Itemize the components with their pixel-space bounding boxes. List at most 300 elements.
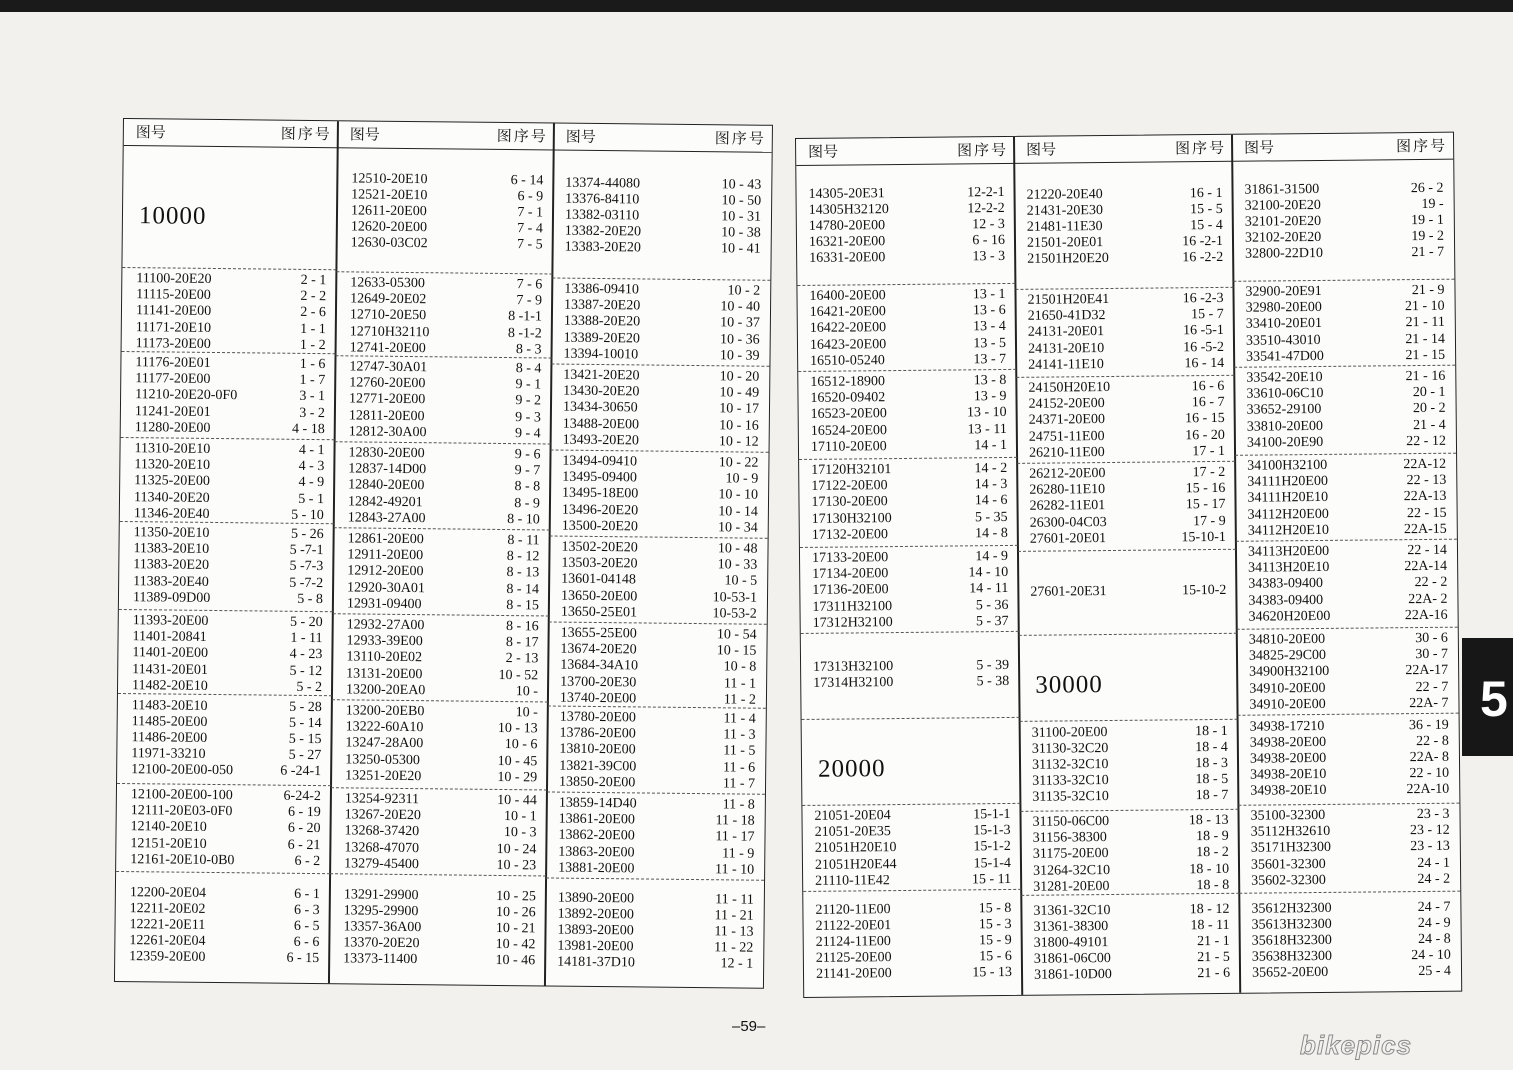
sequence-number: 5 - 28 (289, 699, 322, 715)
sequence-number: 8 - 17 (505, 635, 539, 651)
sequence-number: 18 - 7 (1195, 788, 1229, 804)
sequence-number: 14 - 9 (975, 548, 1009, 565)
sequence-number: 22 - 15 (1406, 505, 1447, 521)
part-number: 11971-33210 (131, 746, 206, 762)
part-number: 13394-10010 (563, 346, 639, 363)
header-sequence-number: 图序号 (1175, 138, 1227, 158)
part-number: 12830-20E00 (348, 445, 425, 462)
part-row (1240, 915, 1461, 933)
part-number: 11115-20E00 (136, 287, 211, 304)
sequence-number: 7 - 5 (516, 237, 543, 253)
part-row (800, 581, 1018, 599)
part-number: 12611-20E00 (350, 203, 427, 220)
part-number: 33542-20E10 (1246, 369, 1323, 386)
part-number: 12932-27A00 (346, 617, 425, 634)
part-number: 13494-09410 (562, 453, 638, 470)
part-row (1022, 934, 1240, 952)
part-group (800, 545, 1019, 634)
part-number: 35618H32300 (1251, 932, 1332, 949)
part-row (121, 387, 335, 405)
sequence-number: 30 - 7 (1415, 646, 1449, 663)
part-row (547, 812, 765, 830)
part-number: 12911-20E00 (347, 547, 424, 564)
part-number: 34111H20E10 (1247, 490, 1329, 507)
part-number: 31156-38300 (1032, 830, 1107, 846)
sequence-number: 8 -1-1 (508, 309, 543, 325)
sequence-number: 10 - 22 (718, 455, 759, 471)
part-row (1233, 229, 1454, 247)
part-number: 11389-09D00 (132, 589, 211, 606)
top-dark-edge (0, 0, 1513, 12)
sequence-number: 15-1-2 (973, 839, 1011, 855)
sequence-number: 13 - 6 (972, 303, 1006, 319)
part-row (337, 187, 553, 205)
section-number-heading: 10000 (138, 202, 207, 230)
part-number: 13200-20EA0 (345, 682, 426, 698)
part-row (1234, 331, 1455, 349)
page-number: –59– (732, 1018, 766, 1035)
sequence-number: 10 - 1 (503, 809, 537, 825)
part-group (549, 535, 768, 624)
part-row (1018, 530, 1236, 548)
part-number: 12633-05300 (350, 275, 426, 292)
sequence-number: 9 - 4 (514, 425, 541, 442)
part-number: 12261-20E04 (129, 933, 206, 950)
part-number: 34938-20E10 (1250, 783, 1327, 799)
part-number: 11383-20E40 (133, 573, 209, 590)
part-number: 17132-20E00 (811, 526, 889, 543)
sequence-number: 17 - 9 (1192, 513, 1226, 529)
part-number: 12920-30A01 (347, 579, 425, 596)
part-number: 13862-20E00 (558, 827, 635, 844)
part-number: 11171-20E10 (135, 319, 212, 336)
part-number: 13650-25E01 (560, 604, 638, 621)
sequence-number: 8 - 4 (515, 361, 542, 377)
sequence-number: 11 - 18 (715, 813, 755, 829)
part-number: 35112H32610 (1250, 824, 1331, 840)
sequence-number: 21 - 1 (1196, 933, 1230, 950)
part-number: 13434-30650 (562, 400, 638, 416)
part-row (1021, 813, 1239, 831)
sequence-number: 16 - 7 (1191, 395, 1225, 411)
sequence-number: 13 - 10 (966, 405, 1007, 421)
part-row (546, 844, 764, 862)
sequence-number: 6 - 20 (287, 821, 321, 837)
part-row (1016, 395, 1234, 413)
sequence-number: 5 - 26 (290, 526, 324, 543)
part-number: 21481-11E30 (1026, 218, 1103, 235)
part-row (1022, 966, 1240, 984)
sequence-number: 20 - 1 (1412, 384, 1446, 401)
part-group (801, 631, 1020, 720)
part-row (119, 541, 333, 559)
part-row (1233, 245, 1454, 263)
sequence-number: 16 - 14 (1184, 355, 1225, 372)
part-number: 34100H32100 (1247, 457, 1328, 474)
part-number: 11383-20E10 (133, 541, 210, 558)
part-row (331, 752, 547, 770)
part-number: 16423-20E00 (809, 336, 887, 353)
sequence-number: 6 - 9 (517, 188, 544, 205)
sequence-number: 21 - 6 (1197, 966, 1231, 982)
part-row (1233, 213, 1454, 231)
part-row (801, 674, 1019, 692)
part-row (118, 629, 332, 647)
part-row (1020, 723, 1238, 741)
sequence-number: 5 -7-2 (289, 575, 324, 591)
sequence-number: 11 - 2 (723, 692, 757, 708)
sequence-number: 23 - 13 (1410, 839, 1450, 855)
part-group (1238, 803, 1460, 894)
part-number: 35100-32300 (1250, 807, 1326, 824)
part-number: 12741-20E00 (349, 340, 426, 356)
part-group (117, 693, 332, 786)
part-row (119, 557, 333, 575)
part-number: 13786-20E00 (559, 725, 636, 742)
part-row (804, 965, 1022, 983)
sequence-number: 6 - 15 (286, 951, 320, 967)
part-number: 21124-11E00 (815, 934, 891, 950)
part-number: 12151-20E10 (130, 835, 207, 852)
part-number: 11176-20E01 (135, 355, 211, 371)
part-row (329, 919, 545, 937)
part-row (1236, 591, 1457, 609)
sequence-number: 11 - 11 (715, 891, 754, 908)
header-sequence-number: 图序号 (280, 124, 332, 144)
part-row (332, 633, 548, 651)
part-number: 21051-20E04 (814, 808, 891, 824)
sequence-number: 8 - 15 (506, 597, 539, 614)
part-row (1020, 739, 1238, 757)
header-sequence-number: 图序号 (1396, 136, 1448, 156)
sequence-number: 4 - 3 (298, 459, 325, 475)
sequence-number: 18 - 1 (1194, 723, 1228, 739)
part-group (122, 149, 337, 270)
sequence-number: 18 - 10 (1189, 861, 1230, 877)
part-row (1234, 315, 1455, 333)
sequence-number: 12 - 1 (720, 956, 754, 972)
part-number: 14780-20E00 (808, 218, 886, 234)
part-number: 34113H20E10 (1248, 560, 1330, 576)
part-number: 31100-20E00 (1031, 724, 1108, 741)
sequence-number: 21 - 16 (1405, 368, 1446, 385)
sequence-number: 8 - 11 (507, 533, 540, 549)
part-number: 17120H32101 (811, 462, 892, 478)
part-row (117, 787, 331, 805)
sequence-number: 11 - 13 (714, 924, 754, 940)
part-row (1237, 679, 1458, 697)
part-number: 16400-20E00 (809, 288, 886, 304)
part-number: 34910-20E00 (1249, 696, 1326, 713)
part-number: 13200-20EB0 (345, 703, 425, 720)
part-number: 12840-20E00 (348, 477, 425, 494)
part-row (1018, 583, 1236, 601)
part-row (1016, 356, 1234, 374)
sequence-number: 16 - 15 (1184, 411, 1225, 427)
part-row (552, 330, 770, 348)
part-row (1236, 521, 1457, 539)
sequence-number: 5 - 2 (296, 679, 323, 695)
part-row (331, 736, 547, 754)
part-number: 31861-31500 (1244, 181, 1320, 198)
sequence-number: 10 - 12 (718, 434, 759, 450)
sequence-number: 5 - 14 (288, 715, 322, 731)
part-row (1236, 575, 1457, 593)
part-row (119, 613, 333, 631)
sequence-number: 13 - 11 (967, 421, 1007, 437)
part-number: 12760-20E00 (349, 375, 426, 392)
part-group (1233, 279, 1455, 368)
sequence-number: 10 - 45 (497, 753, 538, 769)
part-number: 12620-20E00 (350, 219, 428, 236)
part-number: 34111H20E00 (1247, 474, 1329, 490)
part-number: 13850-20E00 (558, 774, 636, 791)
part-row (331, 791, 547, 809)
part-row (799, 405, 1017, 423)
sequence-number: 8 - 16 (505, 619, 539, 635)
part-number: 24751-11E00 (1028, 428, 1105, 445)
sequence-number: 5 - 15 (288, 731, 322, 748)
part-group (548, 621, 767, 708)
part-number: 33510-43010 (1245, 332, 1321, 349)
part-row (553, 224, 771, 242)
part-row (116, 884, 330, 902)
sequence-number: 10 - 8 (723, 659, 757, 676)
sequence-number: 11 - 9 (722, 845, 755, 862)
part-row (1015, 218, 1233, 236)
part-number: 13373-11400 (343, 951, 418, 968)
sequence-number: 10 - 20 (719, 369, 760, 385)
part-number: 13382-20E20 (564, 223, 642, 240)
part-number: 13821-39C00 (559, 758, 637, 775)
part-number: 13655-25E00 (560, 625, 637, 642)
part-number: 13861-20E00 (558, 811, 635, 828)
part-number: 32980-20E00 (1245, 300, 1322, 316)
part-row (1015, 291, 1233, 309)
part-number: 13495-09400 (562, 469, 638, 486)
part-row (1238, 750, 1459, 768)
part-row (330, 824, 546, 842)
sequence-number: 15-10-2 (1181, 582, 1227, 599)
part-group (546, 791, 765, 880)
sequence-number: 3 - 2 (299, 405, 325, 421)
part-number: 17110-20E00 (810, 438, 887, 455)
part-number: 12111-20E03-0F0 (130, 803, 233, 820)
sequence-number: 6-24-2 (283, 788, 321, 805)
part-row (553, 207, 771, 225)
part-number: 31150-06C00 (1032, 814, 1110, 830)
sequence-number: 12 - 3 (972, 216, 1005, 233)
sequence-number: 10 - 36 (719, 331, 760, 348)
sequence-number: 14 - 8 (975, 525, 1008, 542)
part-row (121, 355, 335, 373)
part-number: 31800-49101 (1033, 934, 1109, 951)
sequence-number: 10 - 10 (718, 487, 759, 504)
sequence-number: 10 - 33 (717, 557, 758, 573)
part-group (1016, 375, 1235, 464)
part-number: 34113H20E00 (1247, 543, 1330, 560)
part-row (332, 682, 548, 700)
sequence-number: 19 - 2 (1411, 228, 1445, 245)
part-row (1238, 717, 1459, 735)
part-number: 14305-20E31 (808, 185, 885, 202)
part-number: 21051H20E44 (814, 856, 897, 873)
part-number: 12100-20E00-100 (130, 787, 233, 804)
sequence-number: 14 - 6 (974, 493, 1008, 509)
part-number: 31133-32C10 (1032, 773, 1109, 789)
sequence-number: 10 - 14 (718, 503, 758, 520)
part-number: 33810-20E00 (1246, 418, 1324, 435)
part-number: 12842-49201 (347, 493, 423, 510)
part-number: 11393-20E00 (132, 613, 209, 629)
part-group (1018, 549, 1237, 636)
sequence-number: 10 - 13 (497, 721, 538, 737)
part-row (1236, 543, 1457, 561)
part-row (330, 840, 546, 858)
part-number: 14181-37D10 (557, 954, 636, 971)
part-group (336, 151, 553, 274)
part-number: 13279-45400 (344, 856, 419, 872)
sequence-number: 9 - 6 (514, 447, 541, 463)
part-group (1014, 165, 1233, 290)
part-row (117, 730, 331, 748)
sequence-number: 10 - 38 (721, 225, 761, 241)
sequence-number: 8 - 13 (506, 565, 540, 581)
part-row (803, 823, 1021, 841)
part-number: 17133-20E00 (811, 550, 889, 566)
sequence-number: 15 - 7 (1190, 307, 1224, 323)
part-number: 34938-17210 (1249, 718, 1325, 735)
part-number: 34810-20E00 (1248, 631, 1326, 648)
sequence-number: 11 - 6 (722, 759, 756, 776)
part-number: 31132-32C10 (1031, 756, 1109, 773)
part-row (116, 852, 330, 870)
sequence-number: 5 - 20 (289, 614, 323, 631)
part-row (1017, 497, 1235, 515)
part-number: 34900H32100 (1249, 664, 1330, 681)
part-number: 34383-09400 (1248, 576, 1324, 593)
sequence-number: 18 - 11 (1190, 917, 1230, 933)
part-number: 33652-29100 (1246, 402, 1322, 419)
part-row (549, 539, 767, 557)
part-row (333, 596, 549, 614)
section-tab[interactable] (1462, 638, 1513, 756)
part-row (330, 903, 546, 921)
part-number: 31130-32C20 (1031, 740, 1109, 757)
part-row (1237, 631, 1458, 649)
sequence-number: 13 - 1 (972, 286, 1006, 303)
part-number: 16321-20E00 (808, 234, 886, 250)
part-row (120, 490, 334, 508)
part-row (803, 900, 1021, 918)
part-row (337, 203, 553, 221)
part-number: 13859-14D40 (558, 795, 637, 812)
part-number: 13110-20E02 (346, 649, 423, 666)
part-row (1238, 807, 1459, 825)
part-number: 21501H20E20 (1027, 251, 1109, 268)
part-number: 16421-20E00 (809, 304, 886, 321)
part-group (121, 351, 336, 440)
sequence-number: 22 - 14 (1407, 542, 1448, 559)
sequence-number: 21 - 10 (1404, 298, 1445, 315)
part-number: 11310-20E10 (134, 441, 211, 457)
sequence-number: 10 - 50 (721, 192, 762, 209)
sequence-number: 13 - 8 (973, 372, 1007, 389)
part-row (1235, 433, 1456, 451)
part-row (545, 955, 763, 973)
sequence-number: 18 - 3 (1195, 755, 1229, 772)
part-number: 13740-20E00 (559, 690, 637, 707)
part-row (1232, 180, 1453, 198)
part-row (796, 184, 1014, 202)
part-row (547, 758, 765, 776)
part-row (1017, 481, 1235, 499)
part-number: 11325-20E00 (134, 473, 210, 490)
sequence-number: 14 - 2 (974, 460, 1008, 477)
part-number: 14305H32120 (808, 201, 889, 218)
part-row (115, 949, 329, 967)
part-number: 17122-20E00 (811, 478, 888, 495)
sequence-number: 13 - 9 (973, 389, 1007, 405)
part-row (1237, 607, 1458, 625)
part-number: 13295-29900 (343, 903, 419, 919)
part-group (551, 364, 770, 453)
sequence-number: 19 - (1421, 196, 1444, 212)
sequence-number: 16 -2-3 (1182, 290, 1224, 307)
sequence-number: 10 - (515, 705, 538, 721)
part-row (546, 828, 764, 846)
part-row (120, 457, 334, 475)
part-row (1015, 201, 1233, 219)
part-number: 17312H32100 (812, 614, 893, 631)
part-row (797, 287, 1015, 305)
part-row (548, 642, 766, 660)
part-number: 24152-20E00 (1028, 396, 1105, 412)
part-row (800, 565, 1018, 583)
part-number: 21220-20E40 (1026, 186, 1103, 203)
part-row (1234, 347, 1455, 365)
header-sequence-number: 图序号 (714, 129, 766, 148)
sequence-number: 22A-12 (1403, 456, 1447, 473)
part-group (550, 449, 769, 538)
part-row (122, 303, 336, 321)
sequence-number: 20 - 2 (1412, 401, 1446, 417)
sequence-number: 13 - 4 (973, 319, 1006, 335)
part-row (1236, 559, 1457, 577)
watermark-logo: bikepics (1300, 1030, 1413, 1060)
part-row (1020, 788, 1238, 806)
part-number: 13780-20E00 (559, 709, 637, 726)
sequence-number: 10 - 54 (716, 627, 757, 643)
part-number: 13382-03110 (564, 207, 640, 224)
sequence-number: 4 - 1 (298, 442, 325, 459)
section-tab-label: 5 (1480, 671, 1508, 727)
sequence-number: 22 - 13 (1406, 472, 1447, 489)
part-number: 21501-20E01 (1026, 235, 1104, 251)
part-number: 26280-11E10 (1029, 482, 1106, 498)
part-row (798, 335, 1016, 353)
part-number: 12861-20E00 (347, 531, 424, 548)
sequence-number: 6 - 19 (287, 804, 321, 821)
part-number: 33610-06C10 (1246, 386, 1324, 402)
sequence-number: 10 - 48 (717, 541, 758, 557)
right-page-table (795, 132, 1462, 998)
part-number: 17130-20E00 (811, 494, 888, 511)
part-number: 24150H20E10 (1028, 379, 1111, 396)
part-number: 31175-20E00 (1032, 846, 1109, 863)
part-row (799, 493, 1017, 511)
part-row (1014, 185, 1232, 203)
